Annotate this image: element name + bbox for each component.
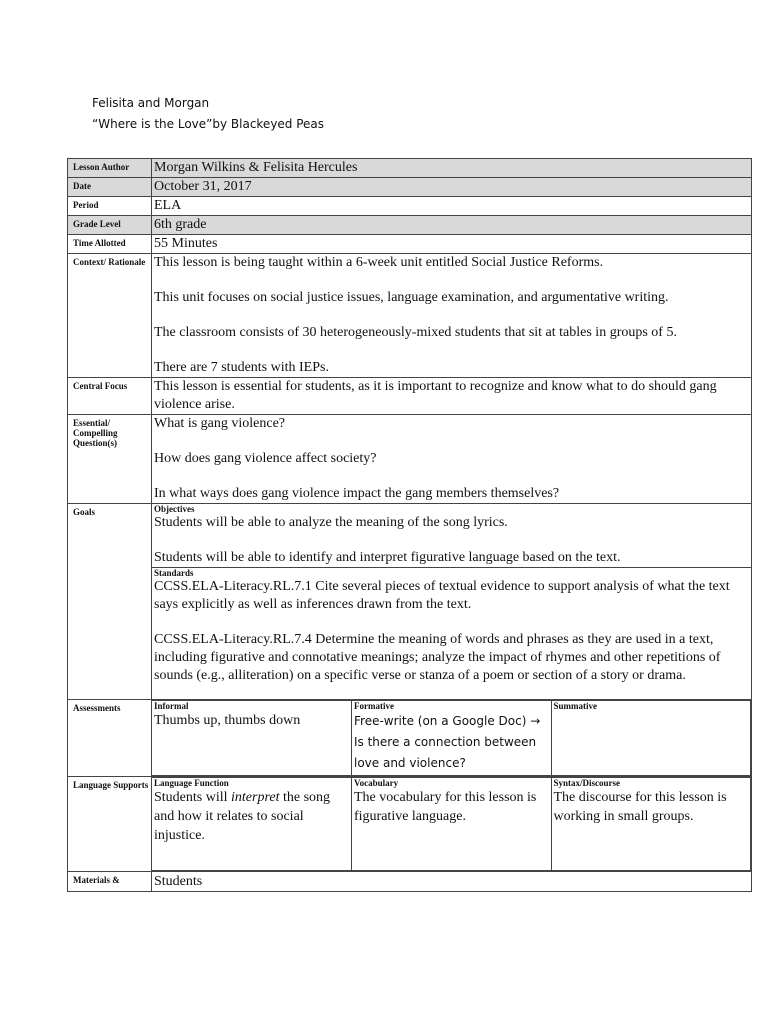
row-essential-questions (68, 415, 752, 504)
question-paragraph: In what ways does gang violence impact the gang members themselves? (154, 486, 560, 501)
value-period: ELA (152, 197, 752, 216)
syntax-heading: Syntax/Discourse (553, 778, 621, 788)
formative-heading: Formative (354, 701, 394, 711)
objective-item: Students will be able to analyze the meaning of the song lyrics. (154, 515, 508, 530)
label-time-allotted: Time Allotted (68, 235, 152, 254)
summative-cell (551, 701, 751, 776)
language-function-text (154, 790, 330, 843)
song-title-line: “Where is the Love”by Blackeyed Peas (92, 117, 325, 131)
document-header (92, 93, 324, 135)
value-time-allotted: 55 Minutes (152, 235, 752, 254)
question-paragraph: How does gang violence affect society? (154, 451, 377, 466)
row-language-supports (68, 777, 752, 872)
value-date: October 31, 2017 (152, 178, 752, 197)
summative-heading: Summative (553, 701, 597, 711)
language-supports-grid (152, 777, 751, 871)
standards-heading: Standards (154, 568, 194, 578)
assessments-grid (152, 700, 751, 776)
label-date: Date (68, 178, 152, 197)
lesson-plan-table (67, 158, 752, 892)
function-text-post: the song and how it relates to social injustice. (154, 790, 331, 843)
label-essential-questions: Essential/ Compelling Question(s) (68, 415, 152, 504)
standard-item: CCSS.ELA-Literacy.RL.7.1 Cite several pieces of textual evidence to support analysis of what the text says explicitly as well as inferences drawn from the text. (154, 579, 730, 612)
context-paragraph: This unit focuses on social justice issues, language examination, and argumentative writing. (154, 290, 669, 305)
formative-cell (352, 701, 552, 776)
formative-text: Free-write (on a Google Doc) → Is there a connection between love and violence? (354, 714, 541, 770)
vocabulary-cell (352, 778, 552, 871)
value-objectives (152, 504, 752, 568)
language-function-cell (152, 778, 352, 871)
context-paragraph: This lesson is being taught within a 6-week unit entitled Social Justice Reforms. (154, 255, 604, 270)
row-period (68, 197, 752, 216)
label-language-supports: Language Supports (68, 777, 152, 872)
label-central-focus: Central Focus (68, 378, 152, 415)
informal-text: Thumbs up, thumbs down (154, 713, 301, 728)
language-function-heading: Language Function (154, 778, 229, 788)
row-time-allotted (68, 235, 752, 254)
label-lesson-author: Lesson Author (68, 159, 152, 178)
question-paragraph: What is gang violence? (154, 416, 286, 431)
label-materials: Materials & (68, 872, 152, 892)
value-standards (152, 568, 752, 700)
label-period: Period (68, 197, 152, 216)
label-grade-level: Grade Level (68, 216, 152, 235)
informal-cell (152, 701, 352, 776)
row-central-focus (68, 378, 752, 415)
context-paragraph: There are 7 students with IEPs. (154, 360, 329, 375)
row-lesson-author (68, 159, 752, 178)
value-context (152, 254, 752, 378)
label-context: Context/ Rationale (68, 254, 152, 378)
row-context (68, 254, 752, 378)
label-assessments: Assessments (68, 700, 152, 777)
objectives-heading: Objectives (154, 504, 195, 514)
vocabulary-text: The vocabulary for this lesson is figurative language. (354, 790, 537, 824)
value-grade-level: 6th grade (152, 216, 752, 235)
row-goals-standards (68, 568, 752, 700)
row-goals-objectives (68, 504, 752, 568)
value-lesson-author: Morgan Wilkins & Felisita Hercules (152, 159, 752, 178)
value-essential-questions (152, 415, 752, 504)
value-assessments (152, 700, 752, 777)
value-language-supports (152, 777, 752, 872)
authors-line: Felisita and Morgan (92, 96, 210, 110)
context-paragraph: The classroom consists of 30 heterogeneously-mixed students that sit at tables in groups of 5. (154, 325, 677, 340)
syntax-cell (551, 778, 751, 871)
label-goals: Goals (68, 504, 152, 700)
function-text-emphasis: interpret (231, 790, 280, 805)
standard-item: CCSS.ELA-Literacy.RL.7.4 Determine the meaning of words and phrases as they are used in a text, including figurative and connotative meanings; analyze the impact of rhymes and other repetitions of sounds (e.g., alliteration) on a specific verse or stanza of a poem or section of a story or drama. (154, 632, 721, 683)
row-materials (68, 872, 752, 892)
function-text-pre: Students will (154, 790, 232, 805)
value-central-focus: This lesson is essential for students, as it is important to recognize and know what to do should gang violence arise. (152, 378, 752, 415)
objective-item: Students will be able to identify and interpret figurative language based on the text. (154, 550, 621, 565)
row-grade-level (68, 216, 752, 235)
informal-heading: Informal (154, 701, 189, 711)
row-date (68, 178, 752, 197)
row-assessments (68, 700, 752, 777)
vocabulary-heading: Vocabulary (354, 778, 399, 788)
syntax-text: The discourse for this lesson is working in small groups. (553, 790, 727, 824)
value-materials: Students (152, 872, 752, 892)
